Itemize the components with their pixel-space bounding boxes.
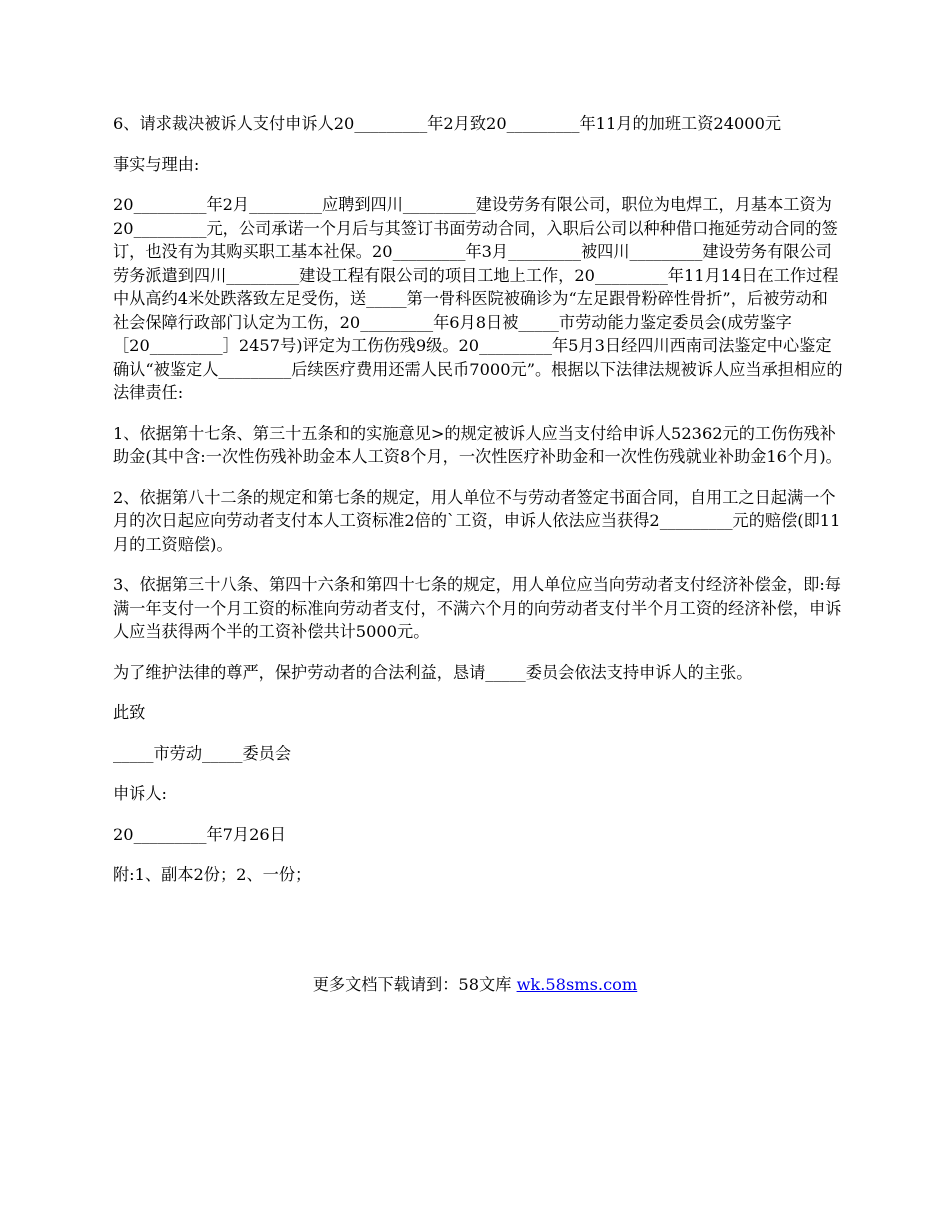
date-line: 20_________年7月26日 <box>113 824 286 844</box>
salutation: 此致 <box>113 703 146 722</box>
facts-heading: 事实与理由: <box>113 154 200 174</box>
legal-basis-2: 2、依据第八十二条的规定和第七条的规定，用人单位不与劳动者签定书面合同，自用工之日起满一个月的次日起应向劳动者支付本人工资标准2倍的`工资，申诉人依法应当获得2_________元的赔偿(即11月的工资赔偿)。 <box>113 487 841 554</box>
document-body <box>113 112 843 904</box>
footer <box>0 973 950 996</box>
legal-basis-1: 1、依据第十七条、第三十五条和的实施意见>的规定被诉人应当支付给申诉人52362元的工伤伤残补助金(其中含:一次性伤残补助金本人工资8个月，一次性医疗补助金和一次性伤残就业补助金16个月)。 <box>113 423 842 466</box>
claim-item-6: 6、请求裁决被诉人支付申诉人20_________年2月致20_________年11月的加班工资24000元 <box>113 114 782 133</box>
applicant-label: 申诉人: <box>113 784 168 803</box>
addressee: _____市劳动_____委员会 <box>113 743 292 763</box>
footer-text: 更多文档下载请到：58文库 <box>312 975 517 994</box>
request-paragraph: 为了维护法律的尊严，保护劳动者的合法利益，恳请_____委员会依法支持申诉人的主张。 <box>113 662 753 682</box>
attachments-line: 附:1、副本2份；2、一份； <box>113 865 312 884</box>
legal-basis-3: 3、依据第三十八条、第四十六条和第四十七条的规定，用人单位应当向劳动者支付经济补偿金，即:每满一年支付一个月工资的标准向劳动者支付，不满六个月的向劳动者支付半个月工资的经济补偿，申诉人应当获得两个半的工资补偿共计5000元。 <box>113 575 842 641</box>
facts-paragraph: 20_________年2月_________应聘到四川_________建设劳务有限公司，职位为电焊工，月基本工资为20_________元，公司承诺一个月后与其签订书面劳动合同，入职后公司以种种借口拖延劳动合同的签订，也没有为其购买职工基本社保。20_________年3月_________被四川_________建设劳务有限公司劳务派遣到四川_________建设工程有限公司的项目工地上工作，20_________年11月14日在工作过程中从高约4米处跌落致左足受伤，送_____第一骨科医院被确诊为“左足跟骨粉碎性骨折”，后被劳动和社会保障行政部门认定为工伤，20_________年6月8日被_____市劳动能力鉴定委员会(成劳鉴字［20_________］2457号)评定为工伤伤残9级。20_________年5月3日经四川西南司法鉴定中心鉴定确认“被鉴定人_________后续医疗费用还需人民币7000元”。根据以下法律法规被诉人应当承担相应的法律责任: <box>113 195 843 402</box>
footer-link[interactable]: wk.58sms.com <box>516 975 638 994</box>
